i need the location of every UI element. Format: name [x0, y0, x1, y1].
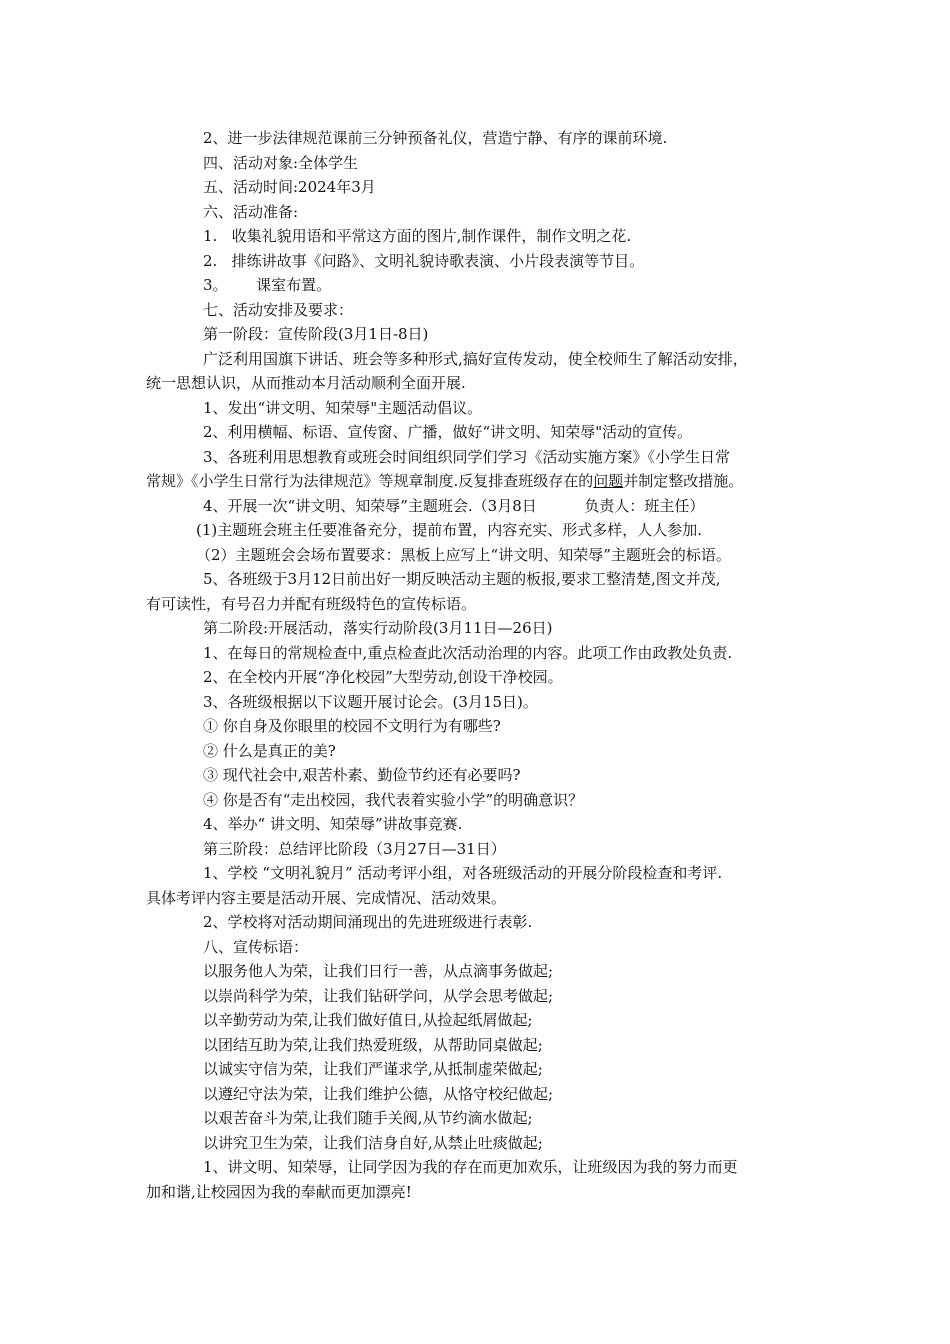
section-heading: 六、活动准备:	[203, 203, 299, 221]
topic-item: ① 你自身及你眼里的校园不文明行为有哪些?	[203, 717, 501, 735]
list-item: 1、在每日的常规检查中,重点检查此次活动治理的内容。此项工作由政教处负责.	[203, 644, 733, 662]
list-item: 1. 收集礼貌用语和平常这方面的图片,制作课件，制作文明之花.	[203, 227, 632, 245]
text-line: 有可读性，有号召力并配有班级特色的宣传标语。	[146, 595, 477, 613]
list-item: 3、各班利用思想教育或班会时间组织同学们学习《活动实施方案》《小学生日常	[203, 448, 731, 466]
list-item: 4、开展一次“讲文明、知荣辱”主题班会.（3月8日 负责人：班主任）	[203, 497, 705, 515]
stage-heading: 第二阶段:开展活动，落实行动阶段(3月11日—26日)	[203, 619, 553, 637]
text-line: 广泛利用国旗下讲话、班会等多种形式,搞好宣传发动，使全校师生了解活动安排，	[203, 350, 748, 368]
underlined-word: 问题	[593, 472, 624, 490]
list-item: 4、举办“ 讲文明、知荣辱”讲故事竞赛.	[203, 815, 463, 833]
list-item: 1、发出“讲文明、知荣辱"主题活动倡议。	[203, 399, 483, 417]
slogan-line: 以团结互助为荣,让我们热爱班级，从帮助同桌做起;	[203, 1036, 543, 1054]
list-item: 2. 排练讲故事《问路》、文明礼貌诗歌表演、小片段表演等节目。	[203, 252, 645, 270]
text-segment: 并制定整改措施。	[623, 472, 744, 490]
section-heading: 五、活动时间:2024年3月	[203, 178, 376, 196]
list-item: （2）主题班会会场布置要求：黑板上应写上“讲文明、知荣辱”主题班会的标语。	[196, 546, 731, 564]
text-line: 具体考评内容主要是活动开展、完成情况、活动效果。	[146, 889, 507, 907]
slogan-line: 以辛勤劳动为荣,让我们做好值日,从捡起纸屑做起;	[203, 1011, 533, 1029]
list-item: (1)主题班会班主任要准备充分，提前布置，内容充实、形式多样，人人参加.	[196, 521, 703, 539]
slogan-line: 以诚实守信为荣，让我们严谨求学,从抵制虚荣做起;	[203, 1060, 543, 1078]
list-item: 2、在全校内开展“净化校园”大型劳动,创设干净校园。	[203, 668, 563, 686]
stage-heading: 第三阶段：总结评比阶段（3月27日—31日）	[203, 840, 506, 858]
list-item: 5、各班级于3月12日前出好一期反映活动主题的板报,要求工整清楚,图文并茂,	[203, 570, 721, 588]
slogan-line: 以崇尚科学为荣，让我们钻研学问，从学会思考做起;	[203, 987, 554, 1005]
text-line: 2、进一步法律规范课前三分钟预备礼仪，营造宁静、有序的课前环境.	[203, 129, 668, 147]
list-item: 3。 课室布置。	[203, 276, 332, 294]
text-line	[146, 470, 743, 492]
topic-item: ④ 你是否有“走出校园，我代表着实验小学”的明确意识？	[203, 791, 584, 809]
text-segment: 常规》《小学生日常行为法律规范》等规章制度.反复排查班级存在的	[146, 472, 594, 490]
topic-item: ③ 现代社会中,艰苦朴素、勤俭节约还有必要吗?	[203, 766, 521, 784]
slogan-line: 以服务他人为荣，让我们日行一善，从点滴事务做起;	[203, 962, 554, 980]
list-item: 1、学校 “文明礼貌月” 活动考评小组，对各班级活动的开展分阶段检查和考评.	[203, 864, 723, 882]
slogan-line: 以遵纪守法为荣，让我们维护公德，从恪守校纪做起;	[203, 1085, 554, 1103]
list-item: 2、学校将对活动期间涌现出的先进班级进行表彰.	[203, 913, 533, 931]
stage-heading: 第一阶段：宣传阶段(3月1日-8日)	[203, 325, 429, 343]
text-line: 统一思想认识，从而推动本月活动顺利全面开展.	[146, 374, 466, 392]
slogan-line: 以讲究卫生为荣，让我们洁身自好,从禁止吐痰做起;	[203, 1134, 543, 1152]
section-heading: 八、宣传标语：	[203, 938, 309, 956]
section-heading: 四、活动对象:全体学生	[203, 154, 359, 172]
slogan-line: 以艰苦奋斗为荣,让我们随手关阀,从节约滴水做起;	[203, 1109, 533, 1127]
list-item: 2、利用横幅、标语、宣传窗、广播，做好“讲文明、知荣辱"活动的宣传。	[203, 423, 693, 441]
section-heading: 七、活动安排及要求：	[203, 301, 354, 319]
list-item: 3、各班级根据以下议题开展讨论会。(3月15日)。	[203, 693, 538, 711]
list-item: 1、讲文明、知荣辱，让同学因为我的存在而更加欢乐，让班级因为我的努力而更	[203, 1158, 738, 1176]
topic-item: ② 什么是真正的美?	[203, 742, 336, 760]
text-line: 加和谐,让校园因为我的奉献而更加漂亮!	[146, 1183, 412, 1201]
